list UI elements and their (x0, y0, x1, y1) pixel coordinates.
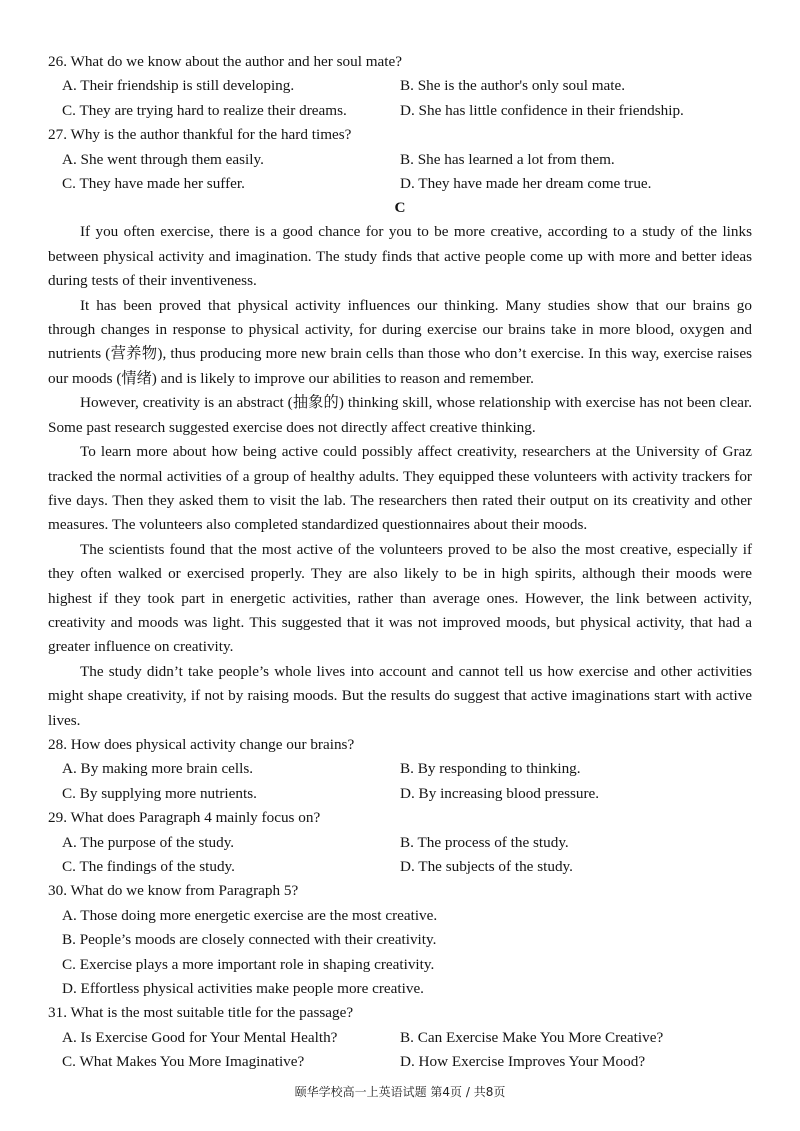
passage-paragraph-6: The study didn’t take people’s whole lives into account and cannot tell us how exercise and other activities might shape creativity, if not by raising moods. But the results do suggest that active imaginations start with active lives. (48, 662, 752, 729)
option-d: D. How Exercise Improves Your Mood? (400, 1053, 646, 1071)
option-a: A. She went through them easily. (62, 150, 264, 168)
options (48, 757, 752, 806)
option-d: D. Effortless physical activities make people more creative. (62, 980, 424, 998)
question-29 (48, 806, 752, 879)
option-c: C. The findings of the study. (62, 858, 235, 875)
question-stem: 29. What does Paragraph 4 mainly focus on? (48, 809, 321, 827)
question-stem: 27. Why is the author thankful for the hard times? (48, 126, 352, 144)
option-a: A. Those doing more energetic exercise are the most creative. (62, 906, 438, 924)
options (48, 904, 752, 1002)
option-a: A. By making more brain cells. (62, 760, 254, 778)
question-stem: 28. How does physical activity change our brains? (48, 735, 355, 753)
option-d: D. By increasing blood pressure. (400, 784, 600, 802)
option-d: D. She has little confidence in their friendship. (400, 101, 684, 119)
option-a: A. The purpose of the study. (62, 833, 235, 851)
option-b: B. She has learned a lot from them. (400, 150, 615, 168)
options (48, 148, 752, 197)
question-27 (48, 123, 752, 196)
option-b: B. By responding to thinking. (400, 760, 581, 778)
option-c: C. They are trying hard to realize their dreams. (62, 101, 347, 119)
question-stem: 26. What do we know about the author and her soul mate? (48, 53, 402, 70)
options (48, 74, 752, 123)
option-c: C. Exercise plays a more important role in shaping creativity. (62, 955, 435, 973)
question-26 (48, 50, 752, 123)
option-c: C. What Makes You More Imaginative? (62, 1053, 305, 1071)
page-footer: 颐华学校高一上英语试题 第4页 / 共8页 (294, 1085, 506, 1099)
option-a: A. Is Exercise Good for Your Mental Health? (62, 1028, 338, 1046)
options (48, 1026, 752, 1075)
option-c: C. By supplying more nutrients. (62, 784, 257, 802)
passage-paragraph-3: However, creativity is an abstract (抽象的) thinking skill, whose relationship with exercise has not been clear. Some past research suggested exercise does not directly affect creative thinking. (48, 394, 752, 436)
option-d: D. The subjects of the study. (400, 858, 573, 875)
section-heading: C (394, 199, 406, 217)
options (48, 831, 752, 880)
passage-paragraph-4: To learn more about how being active could possibly affect creativity, researchers at the University of Graz tracked the normal activities of a group of healthy adults. They equipped these volunteers with activity trackers for five days. Then they asked them to visit the lab. The researchers then rated their output on its creativity and other measures. The volunteers also completed standardized questionnaires about their moods. (48, 443, 752, 534)
option-b: B. People’s moods are closely connected with their creativity. (62, 931, 437, 949)
question-stem: 31. What is the most suitable title for the passage? (48, 1004, 354, 1022)
option-c: C. They have made her suffer. (62, 175, 245, 193)
passage-paragraph-2: It has been proved that physical activity influences our thinking. Many studies show that our brains go through changes in response to physical activity, for during exercise our brains take in more blood, oxygen and nutrients (营养物), thus producing more new brain cells than those who don’t exercise. In this way, exercise raises our moods (情绪) and is likely to improve our abilities to reason and remember. (48, 296, 752, 387)
option-b: B. She is the author's only soul mate. (400, 77, 626, 95)
question-stem: 30. What do we know from Paragraph 5? (48, 882, 299, 900)
option-b: B. The process of the study. (400, 833, 569, 851)
passage-paragraph-5: The scientists found that the most active of the volunteers proved to be also the most creative, especially if they often walked or exercised properly. They are also likely to be in high spirits, although their moods were highest if they took part in energetic activities, rather than average ones. However, the link between activity, creativity and moods was light. This suggested that it was not improved moods, but physical activity, that had a greater influence on creativity. (48, 540, 752, 656)
option-b: B. Can Exercise Make You More Creative? (400, 1028, 664, 1046)
passage-paragraph-1: If you often exercise, there is a good chance for you to be more creative, according to a study of the links between physical activity and imagination. The study finds that active people come up with more and better ideas during tests of their inventiveness. (48, 223, 752, 290)
option-a: A. Their friendship is still developing. (62, 77, 295, 95)
question-31 (48, 1001, 752, 1074)
option-d: D. They have made her dream come true. (400, 175, 652, 193)
reading-passage (48, 220, 752, 733)
question-30 (48, 879, 752, 1001)
question-28 (48, 733, 752, 806)
